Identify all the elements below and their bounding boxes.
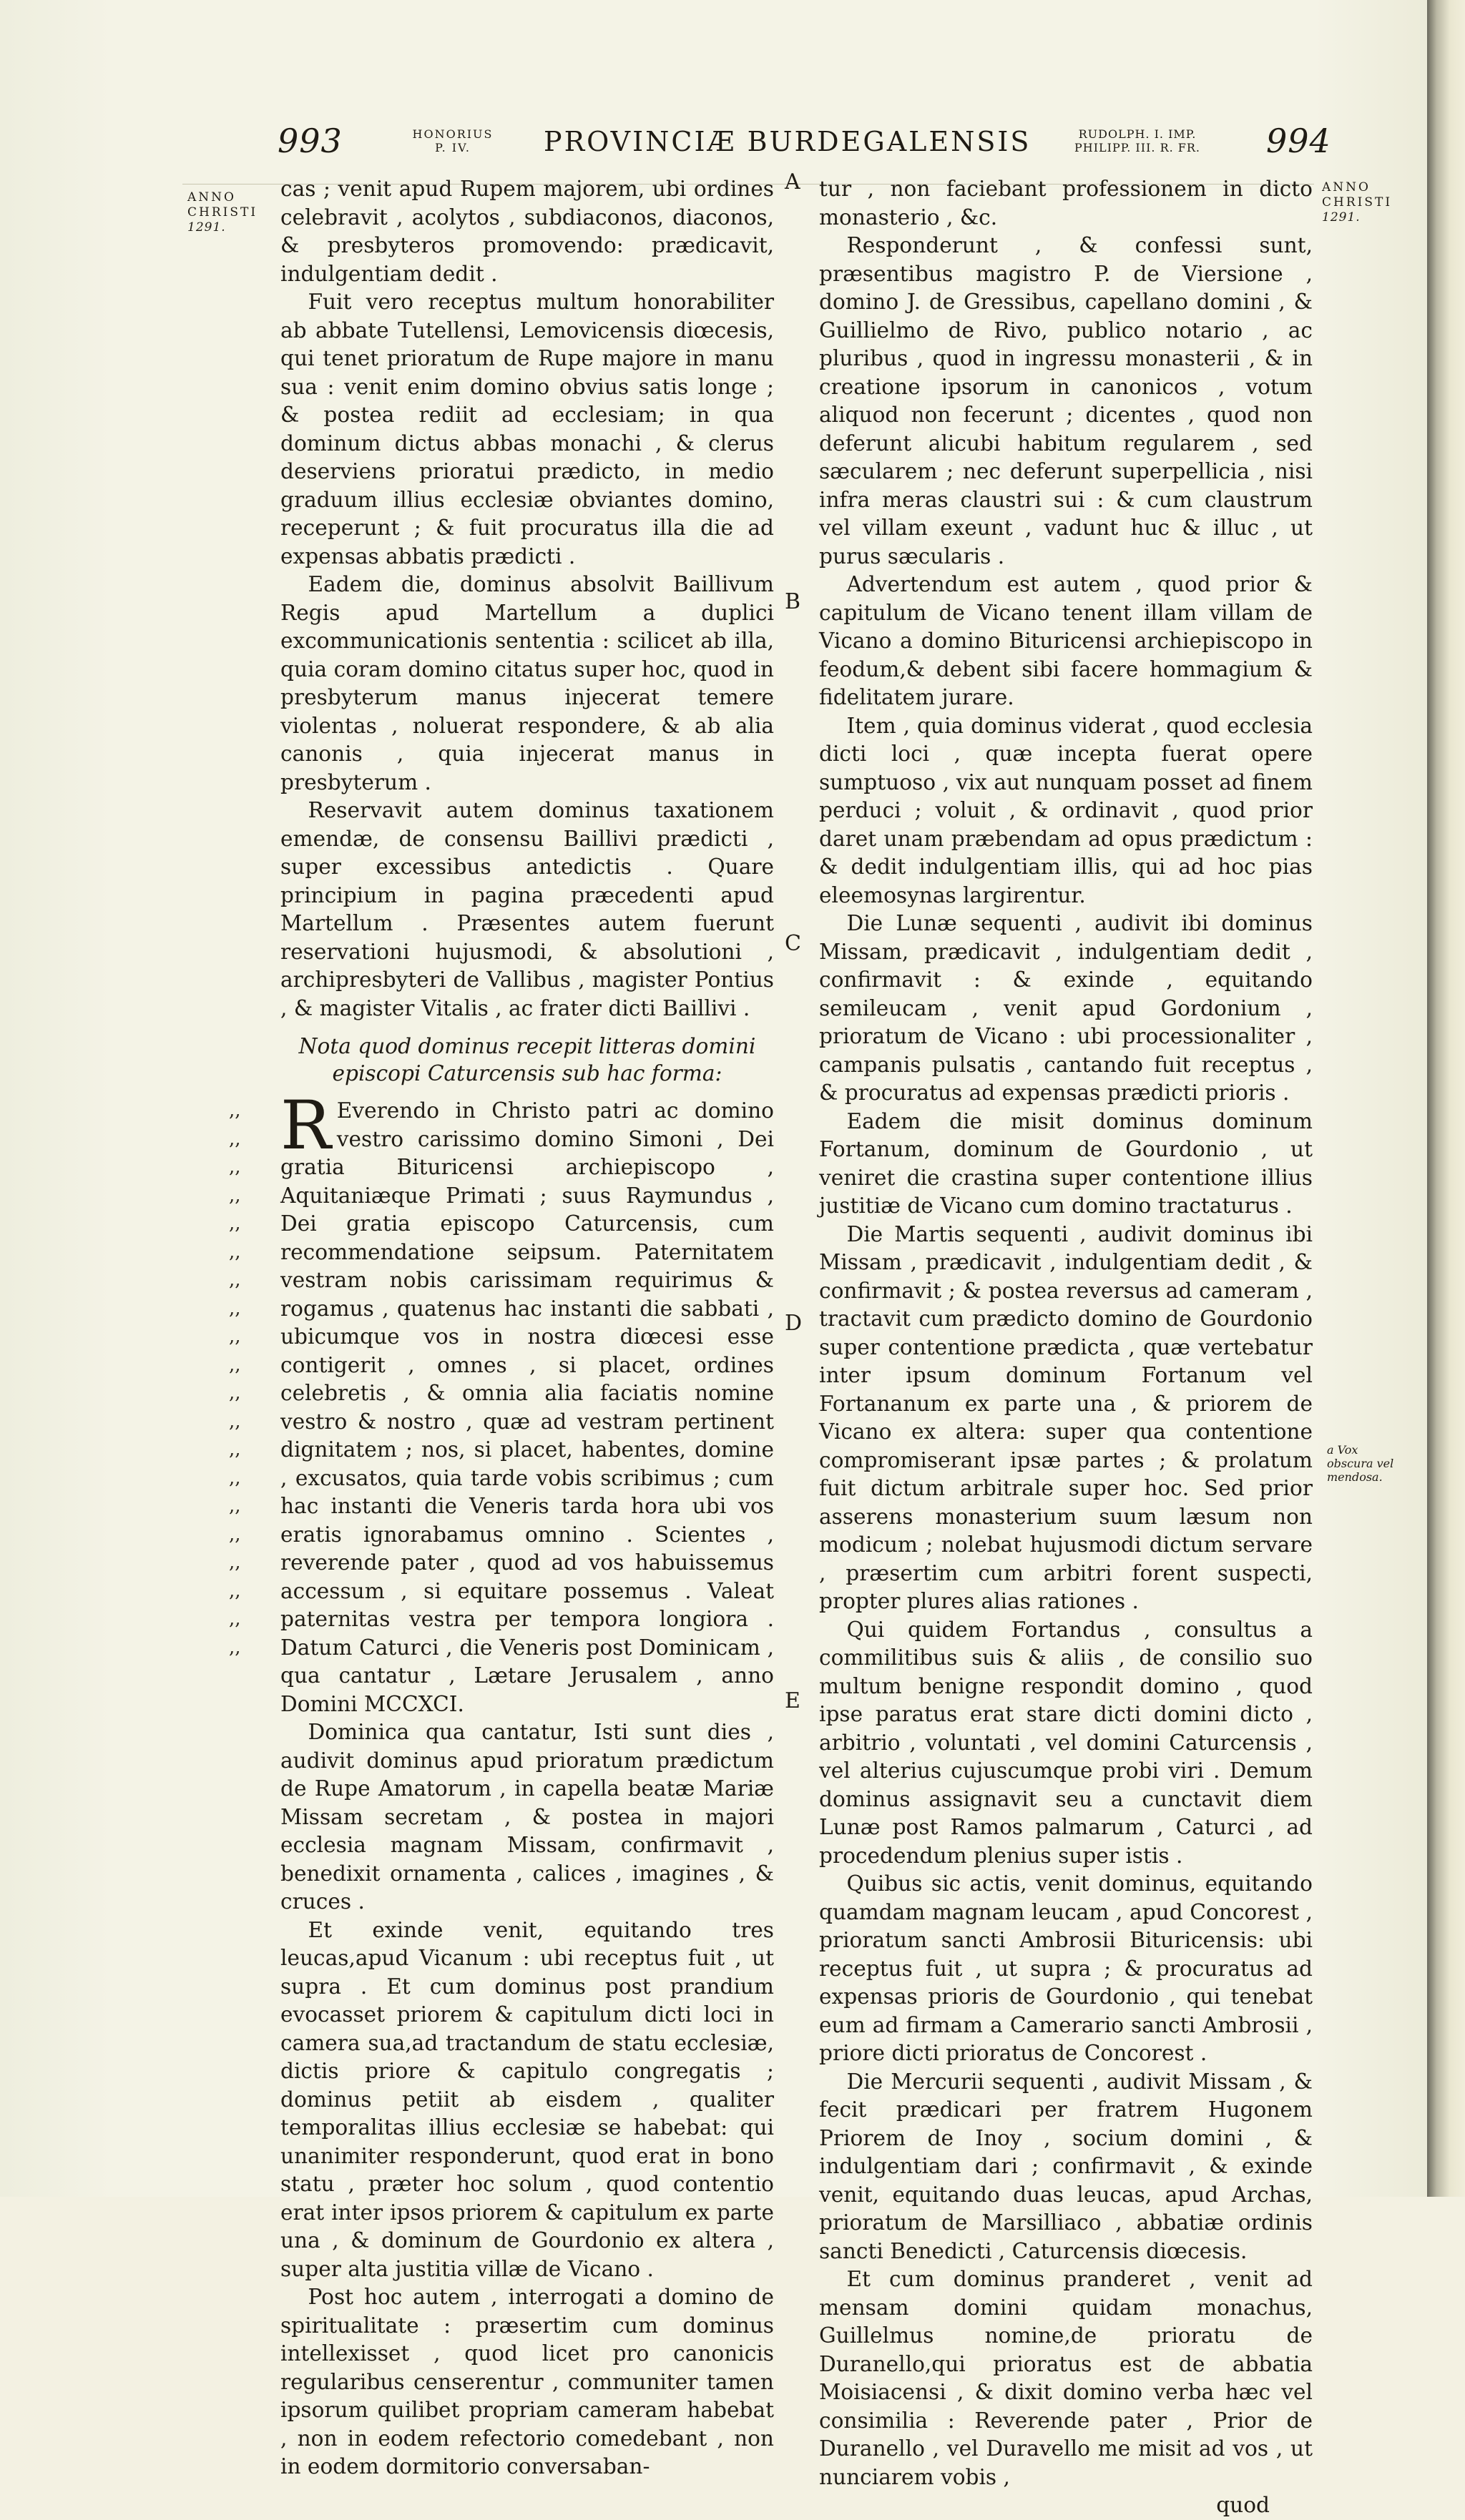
paragraph: Fuit vero receptus multum honorabiliter ab abbate Tutellensi, Lemovicensis diœcesis, qui tenet prioratum de Rupe majore in manu sua : venit enim domino obvius satis longe ; & postea rediit ad ecclesiam; in qua dominum dictus abbas monachi , & clerus deserviens prioratui prædicto, in medio graduum illius ecclesiæ obviantes domino, receperunt ; & fuit procuratus illa die ad expensas abbatis prædicti . <box>280 290 774 569</box>
right-running-head: RUDOLPH. I. IMP. PHILIPP. III. R. FR. <box>1074 127 1201 154</box>
left-running-head: HONORIUS P. IV. <box>412 127 494 154</box>
paragraph: Eadem die, dominus absolvit Baillivum Regis apud Martellum a duplici excommunicationis sententia : scilicet ab illa, quia coram domino citatus super hoc, quod in presbyterum manus injecerat temere violentas , noluerat respondere, & ab alia canonis , quia injecerat manus in presbyterum . <box>280 572 774 794</box>
paragraph: Quibus sic actis, venit dominus, equitando quamdam magnam leucam , apud Concorest , prioratum sancti Ambrosii Bituricensis: ubi receptus fuit , ut supra ; & procuratus ad expensas prioris de Gourdonio , qui tenebat eum ad firmam a Camerario sancti Ambrosii , priore dicti prioratus de Concorest . <box>819 1871 1313 2065</box>
paragraph: Qui quidem Fortandus , consultus a commilitibus suis & aliis , de consilio suo multum benigne respondit domino , quod ipse paratus erat stare dicti domini dicto , arbitrio , voluntati , vel domini Caturcensis , vel alterius cujuscumque probi viri . Demum dominus assignavit seu a cunctavit diem Lunæ post Ramos palmarum , Caturci , ad procedendum plenius super istis . <box>819 1617 1313 1868</box>
paragraph: Advertendum est autem , quod prior & capitulum de Vicano tenent illam villam de Vicano a domino Bituricensi archiepiscopo in feodum,& debent sibi facere hommagium & fidelitatem jurare. <box>819 572 1313 709</box>
catchword: quod <box>1216 2493 1270 2517</box>
bishop-letter <box>229 1087 774 1718</box>
margin-christi: CHRISTI <box>1322 195 1393 210</box>
paragraph: Die Mercurii sequenti , audivit Missam , & fecit prædicari per fratrem Hugonem Priorem de Inoy , socium domini , & indulgentiam dari ; confirmavit , & exinde venit, equitando duas leucas, apud Archas, prioratum de Marsilliaco , abbatiæ ordinis sancti Benedicti , Caturcensis diœcesis. <box>819 2069 1313 2263</box>
letter-text: Everendo in Christo patri ac domino vestro carissimo domino Simoni , Dei gratia Bituricensi archiepiscopo , Aquitaniæque Primati ; suus Raymundus , Dei gratia episcopo Caturcensis, cum recommendatione seipsum. Paternitatem vestram nobis carissimam requirimus & rogamus , quatenus hac instanti die sabbati , ubicumque vos in nostra diœcesi esse contigerit , omnes , si placet, ordines celebretis , & omnia alia faciatis nomine vestro & nostro , quæ ad vestram pertinent dignitatem ; nos, si placet, habentes, domine , excusatos, quia tarde vobis scribimus ; cum hac instanti die Veneris tarda hora ubi vos eratis ignorabamus omnino . Scientes , reverende pater , quod ad vos habuissemus accessum , si equitare possemus . Valeat paternitas vestra per tempora longiora . Datum Caturci , die Veneris post Dominicam , qua cantatur , Lætare Jerusalem , anno Domini MCCXCI. <box>280 1098 774 1716</box>
paragraph: Eadem die misit dominus dominum Fortanum, dominum de Gourdonio , ut veniret die crastina super contentione illius justitiæ de Vicano cum domino tractaturus . <box>819 1108 1313 1218</box>
left-margin-year <box>187 190 258 235</box>
drop-cap: R <box>280 1087 331 1165</box>
nota-heading: Nota quod dominus recepit litteras domini episcopi Caturcensis sub hac forma: <box>298 1034 756 1086</box>
left-page-number: 993 <box>278 122 343 160</box>
section-letter: C <box>785 931 801 956</box>
right-margin-year <box>1322 180 1392 225</box>
paragraph: Post hoc autem , interrogati a domino de spiritualitate : præsertim cum dominus intellexisset , quod licet pro canonicis regularibus censerentur , communiter tamen ipsorum quilibet propriam cameram habebat , non in eodem refectorio comedebant , non in eodem dormitorio conversaban- <box>280 2285 774 2479</box>
right-column <box>819 175 1313 2520</box>
margin-note <box>1327 1443 1406 1484</box>
paragraph: Reservavit autem dominus taxationem emendæ, de consensu Baillivi prædicti , super excessibus antedictis . Quare principium in pagina præcedenti apud Martellum . Præsentes autem fuerunt reservationi hujusmodi, & absolutioni , archipresbyteri de Vallibus , magister Pontius , & magister Vitalis , ac frater dicti Baillivi . <box>280 798 774 1020</box>
left-column <box>229 175 774 2481</box>
margin-anno: ANNO <box>1322 180 1371 195</box>
margin-christi: CHRISTI <box>187 205 258 220</box>
paragraph: Die Martis sequenti , audivit dominus ibi Missam , prædicavit , indulgentiam dedit , & confirmavit ; & postea reversus ad cameram , tractavit cum prædicto domino de Gourdonio super contentione prædicta , quæ vertebatur inter ipsum dominum Fortanum vel Fortananum ex parte una , & priorem de Vicano ex altera: super qua contentione compromiserant ipsæ partes ; & prolatum fuit dictum arbitrale super hoc. Sed prior asserens monasterium suum læsum non modicum ; nolebat hujusmodi dictum servare , præsertim cum arbitri forent suspecti, propter plures alias rationes . <box>819 1221 1313 1613</box>
paragraph: Et cum dominus pranderet , venit ad mensam domini quidam monachus, Guillelmus nomine,de prioratu de Duranello,qui prioratus est de abbatia Moisiacensi , & dixit domino verba hæc vel consimilia : Reverende pater , Prior de Duranello , vel Duravello me misit ad vos , ut nunciarem vobis , <box>819 2267 1313 2489</box>
paragraph: cas ; venit apud Rupem majorem, ubi ordines celebravit , acolytos , subdiaconos, diaconos, & presbyteros promovendo: prædicavit, indulgentiam dedit . <box>280 177 774 286</box>
running-header <box>0 122 1427 172</box>
section-letter: E <box>785 1688 800 1713</box>
paragraph: Responderunt , & confessi sunt, præsentibus magistro P. de Viersione , domino J. de Gressibus, capellano domini , & Guillielmo de Rivo, publico notario , ac pluribus , quod in ingressu monasterii , & in creatione ipsorum in canonicos , votum aliquod non fecerunt ; dicentes , quod non deferunt alicubi habitum regularem , sed sæcularem ; nec deferunt superpellicia , nisi infra meras claustri sui : & cum claustrum vel villam exeunt , vadunt huc & illuc , ut purus sæcularis . <box>819 233 1313 569</box>
right-page-number: 994 <box>1266 122 1331 160</box>
paragraph: tur , non faciebant professionem in dicto monasterio , &c. <box>819 177 1313 230</box>
paragraph: Dominica qua cantatur, Isti sunt dies , audivit dominus apud prioratum prædictum de Rupe Amatorum , in capella beatæ Mariæ Missam secretam , & postea in majori ecclesia magnam Missam, confirmavit , benedixit ornamenta , calices , imagines , & cruces . <box>280 1720 774 1914</box>
margin-year: 1291. <box>1322 210 1361 225</box>
paragraph: Die Lunæ sequenti , audivit ibi dominus Missam, prædicavit , indulgentiam dedit , confirmavit : & exinde , equitando semileucam , venit apud Gordonium , prioratum de Vicano : ubi processionaliter , campanis pulsatis , cantando fuit receptus , & procuratus ad expensas prædicti prioris . <box>819 911 1313 1105</box>
quote-marks: ,, ,, ,, ,, ,, ,, ,, ,, ,, ,, ,, ,, ,, ,, ,, ,, ,, ,, ,, ,, <box>229 1100 241 1658</box>
section-letter: A <box>785 169 800 195</box>
page-title: PROVINCIÆ BURDEGALENSIS <box>544 126 1032 157</box>
margin-year: 1291. <box>187 220 226 235</box>
section-letter: D <box>785 1311 803 1336</box>
note-text: Vox obscura vel mendosa. <box>1327 1443 1394 1484</box>
paragraph: Item , quia dominus viderat , quod ecclesia dicti loci , quæ incepta fuerat opere sumptuoso , vix aut nunquam posset ad finem perduci ; voluit , & ordinavit , quod prior daret unam præbendam ad opus prædictum : & dedit indulgentiam illis, qui ad hoc pias eleemosynas largirentur. <box>819 713 1313 907</box>
paragraph: Et exinde venit, equitando tres leucas,apud Vicanum : ubi receptus fuit , ut supra . Et cum dominus post prandium evocasset priorem & capitulum dicti loci in camera sua,ad tractandum de statu ecclesiæ, dictis priore & capitulo congregatis ; dominus petiit ab eisdem , qualiter temporalitas illius ecclesiæ se habebat: qui unanimiter responderunt, quod erat in bono statu , præter hoc solum , quod contentio erat inter ipsos priorem & capitulum ex parte una , & dominum de Gourdonio ex altera , super alta justitia villæ de Vicano . <box>280 1917 774 2281</box>
note-marker: a <box>1327 1443 1334 1457</box>
margin-anno: ANNO <box>187 190 236 205</box>
facing-page-edge <box>1427 0 1465 2197</box>
section-letter: B <box>785 589 801 614</box>
